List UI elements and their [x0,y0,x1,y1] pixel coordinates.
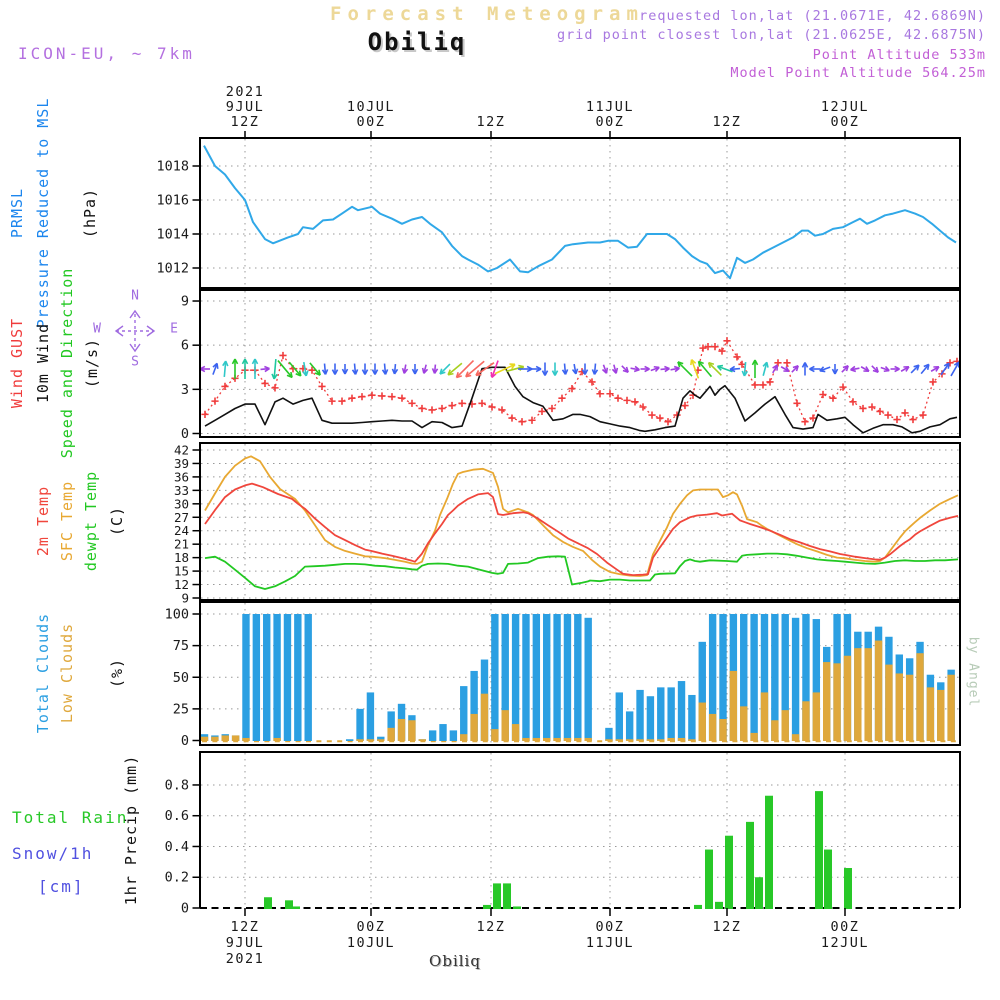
svg-text:0.8: 0.8 [164,777,189,794]
snow-unit-label: [cm] [38,877,85,896]
svg-text:33: 33 [173,482,189,498]
svg-text:27: 27 [173,509,189,525]
svg-text:11JUL: 11JUL [585,99,635,115]
pressure-panel-label-long: Pressure Reduced to MSL [34,97,52,329]
point-altitude: Point Altitude 533m [812,47,986,63]
svg-text:0: 0 [180,900,189,917]
svg-text:1012: 1012 [156,260,189,277]
total-clouds-label: Total Clouds [34,612,52,734]
pressure-panel-label-prmsl: PRMSL [8,187,26,239]
svg-text:9: 9 [181,590,189,606]
svg-text:0.2: 0.2 [164,869,189,886]
watermark: by Angel [965,636,981,708]
temp-2m-label: 2m Temp [34,485,52,557]
precip-axis-label: 1hr Precip (mm) [122,754,140,906]
grid-point-coords: grid point closest lon,lat (21.0625E, 42.6875N) [556,27,986,43]
svg-text:12Z: 12Z [712,919,742,935]
svg-text:12Z: 12Z [230,114,260,130]
compass-s-label: S [131,354,139,370]
footer-station-name: Obiliq [429,952,481,970]
svg-text:12Z: 12Z [476,919,506,935]
svg-text:50: 50 [172,669,189,686]
svg-text:30: 30 [173,496,189,512]
wind-speed-dir-label: Speed and Direction [58,267,76,459]
svg-text:00Z: 00Z [595,919,625,935]
svg-text:39: 39 [173,455,189,471]
requested-coords: requested lon,lat (21.0671E, 42.6869N) [639,8,986,24]
svg-text:00Z: 00Z [830,919,860,935]
svg-text:12Z: 12Z [712,114,742,130]
temp-dewpt-label: dewpt Temp [82,470,100,572]
svg-text:1016: 1016 [156,192,189,209]
model-point-altitude: Model Point Altitude 564.25m [730,65,986,81]
compass-w-label: W [93,321,101,337]
compass-e-label: E [170,321,178,337]
svg-text:00Z: 00Z [595,114,625,130]
svg-text:2021: 2021 [225,84,265,100]
svg-text:100: 100 [164,606,189,623]
svg-text:0.6: 0.6 [164,808,189,825]
svg-text:15: 15 [173,563,189,579]
wind-gust-label: Wind GUST [8,317,26,409]
svg-text:12JUL: 12JUL [820,99,870,115]
model-label: ICON-EU, ~ 7km [18,44,195,63]
svg-text:00Z: 00Z [830,114,860,130]
compass-icon [112,305,158,355]
svg-text:1018: 1018 [156,158,189,175]
svg-text:00Z: 00Z [356,919,386,935]
clouds-unit-label: (%) [108,657,126,689]
svg-text:2021: 2021 [225,951,265,967]
svg-text:1014: 1014 [156,226,189,243]
svg-text:0.4: 0.4 [164,838,189,855]
svg-text:0: 0 [180,426,189,442]
svg-text:25: 25 [172,701,189,718]
temp-unit-label: (C) [108,505,126,537]
page-title: Forecast Meteogram [330,3,644,25]
svg-text:3: 3 [180,381,189,398]
snow-label: Snow/1h [12,844,94,863]
svg-text:00Z: 00Z [356,114,386,130]
svg-text:10JUL: 10JUL [346,935,396,951]
svg-text:11JUL: 11JUL [585,935,635,951]
low-clouds-label: Low Clouds [58,622,76,724]
svg-text:21: 21 [173,536,189,552]
svg-text:18: 18 [173,550,189,566]
pressure-unit-label: (hPa) [81,187,99,239]
wind-10m-label: 10m Wind [34,322,52,404]
temp-sfc-label: SFC Temp [58,480,76,562]
svg-text:9: 9 [180,293,189,310]
wind-unit-label: (m/s) [83,337,101,389]
svg-text:24: 24 [173,523,189,539]
svg-text:12: 12 [173,577,189,593]
total-rain-label: Total Rain [12,808,129,827]
svg-text:0: 0 [180,733,189,749]
svg-text:12Z: 12Z [230,919,260,935]
svg-text:42: 42 [173,442,189,458]
svg-text:36: 36 [173,469,189,485]
svg-text:12Z: 12Z [476,114,506,130]
svg-text:75: 75 [172,638,189,655]
compass-n-label: N [131,288,139,304]
svg-text:6: 6 [180,337,189,354]
svg-text:9JUL: 9JUL [225,99,265,115]
station-title: Obiliq [367,28,467,56]
svg-text:10JUL: 10JUL [346,99,396,115]
svg-text:12JUL: 12JUL [820,935,870,951]
svg-text:9JUL: 9JUL [225,935,265,951]
